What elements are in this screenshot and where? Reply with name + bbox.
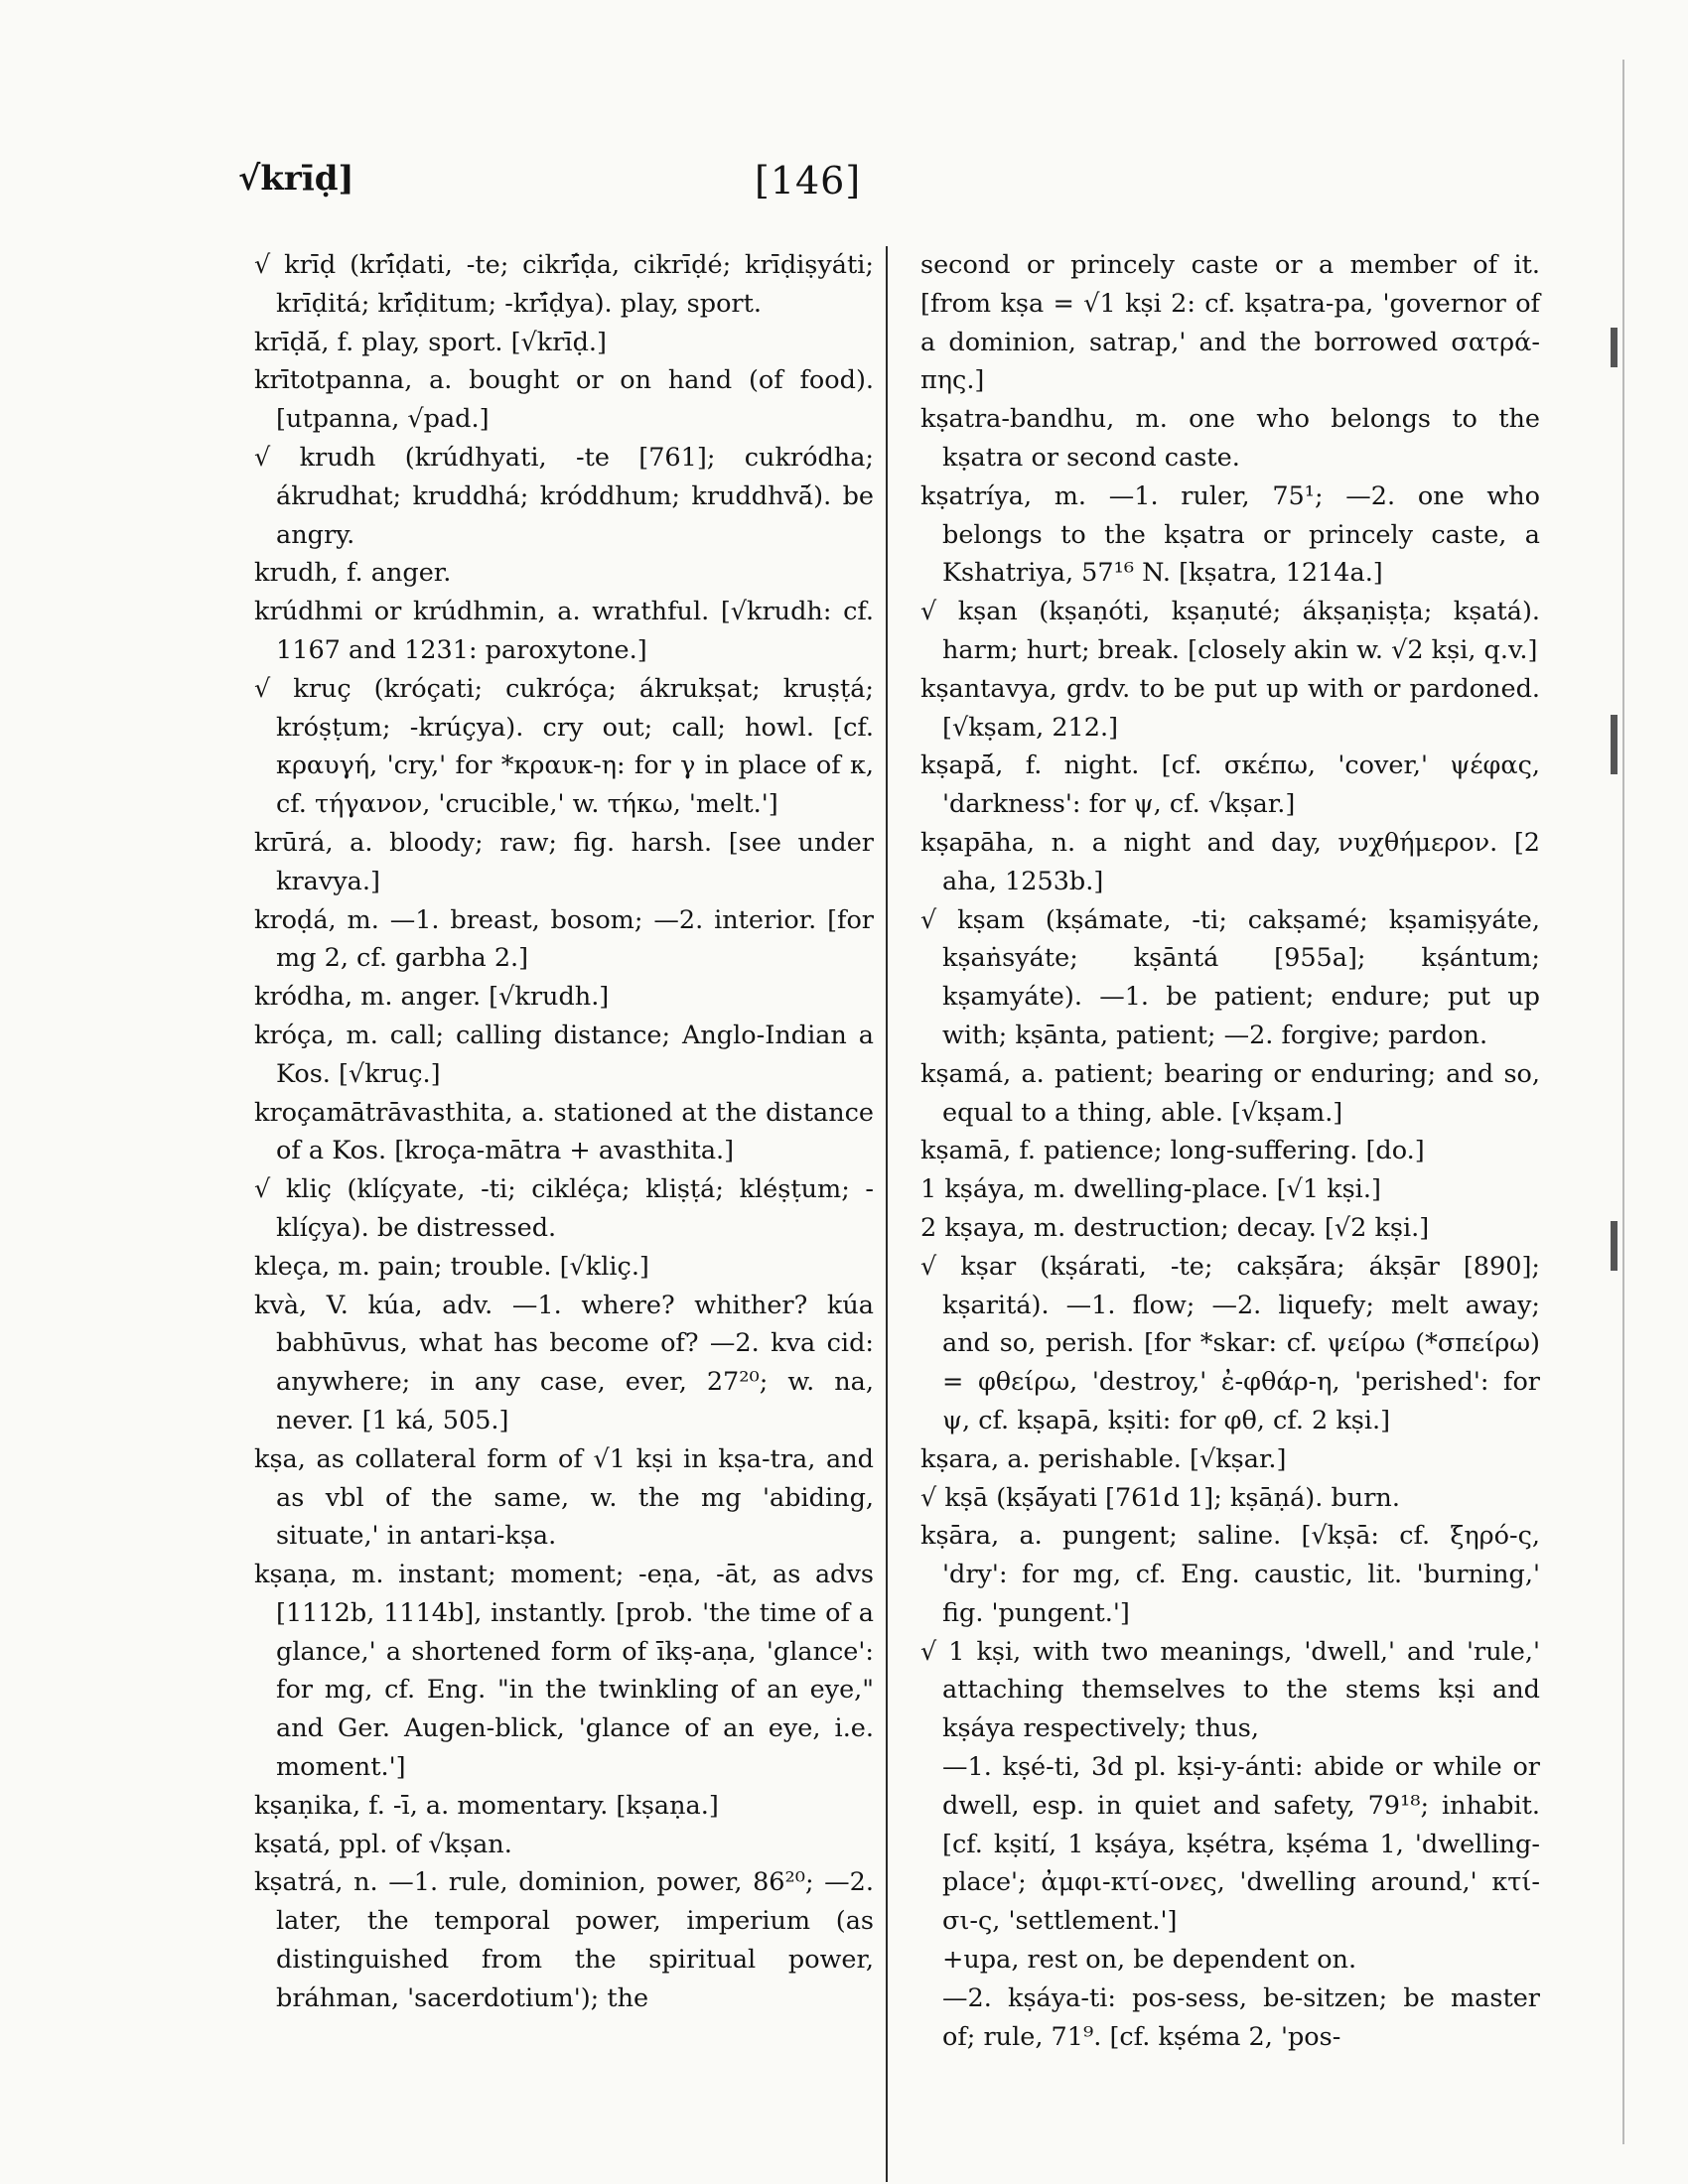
entry-krura: krūrá, a. bloody; raw; fig. harsh. [see under kravya.] (254, 827, 874, 896)
entry-ksi-1: √ 1 kṣi, with two meanings, 'dwell,' and 'rule,' attaching themselves to the stems kṣi and kṣáya respectively; thus, (920, 1636, 1540, 1744)
entry-krudhmi: krúdhmi or krúdhmin, a. wrathful. [√krudh: cf. 1167 and 1231: paroxytone.] (254, 597, 874, 665)
entry-ksi-1-sense-2: —2. kṣáya-ti: pos-sess, be-sitzen; be master of; rule, 71⁹. [cf. kṣéma 2, 'pos- (942, 1982, 1540, 2052)
entry-ksan: √ kṣan (kṣaṇóti, kṣaṇuté; ákṣaṇiṣṭa; kṣatá). harm; hurt; break. [closely akin w. √2 kṣi, q.v.] (920, 597, 1540, 665)
left-column (254, 246, 874, 2018)
page-edge-line (1622, 60, 1624, 2144)
entry-ksatra-continued: second or princely caste or a member of it. [from kṣa = √1 kṣi 2: cf. kṣatra-pa, 'governor of a dominion, satrap,' and the borrowed σατρά-πης.] (920, 250, 1540, 396)
column-divider (886, 246, 888, 2182)
entry-ksata: kṣatá, ppl. of √kṣan. (254, 1829, 512, 1859)
entry-ksaya-1: 1 kṣáya, m. dwelling-place. [√1 kṣi.] (920, 1174, 1381, 1205)
entry-ksama-noun: kṣamā, f. patience; long-suffering. [do.] (920, 1136, 1425, 1166)
entry-ksatriya: kṣatríya, m. —1. ruler, 75¹; —2. one who belongs to the kṣatra or princely caste, a Kshatriya, 57¹⁶ N. [kṣatra, 1214a.] (920, 480, 1540, 589)
running-head: √krīḍ] (238, 159, 354, 199)
page-edge-mark (1611, 328, 1618, 367)
entry-ksa-root: √ kṣā (kṣā́yati [761d 1]; kṣāṇá). burn. (920, 1482, 1400, 1513)
entry-ksapa: kṣapā́, f. night. [cf. σκέπω, 'cover,' ψέφας, 'darkness': for ψ, cf. √kṣar.] (920, 751, 1540, 820)
entry-ksara-pungent: kṣāra, a. pungent; saline. [√kṣā: cf. ξηρό-ς, 'dry': for mg, cf. Eng. caustic, lit. 'burning,' fig. 'pungent.'] (920, 1521, 1540, 1628)
right-column (920, 246, 1540, 2056)
entry-ksi-1-sense-1: —1. kṣé-ti, 3d pl. kṣi-y-ánti: abide or while or dwell, esp. in quiet and safety, 79¹⁸; inhabit. [cf. kṣití, 1 kṣáya, kṣétra, kṣéma 1, 'dwelling-place'; ἀμφι-κτί-ονες, 'dwelling around,' κτί-σι-ς, 'settlement.'] (942, 1752, 1540, 1937)
entry-ksar: √ kṣar (kṣárati, -te; cakṣā́ra; ákṣār [890]; kṣaritá). —1. flow; —2. liquefy; melt away; and so, perish. [for *skar: cf. ψείρω (*σπείρω) = φθείρω, 'destroy,' ἐ-φθάρ-η, 'perished': for ψ, cf. kṣapā, kṣiti: for φθ, cf. 2 kṣi.] (920, 1251, 1540, 1435)
entry-kroda: kroḍá, m. —1. breast, bosom; —2. interior. [for mg 2, cf. garbha 2.] (254, 904, 874, 974)
page-number: [146] (755, 159, 862, 203)
entry-krocamatravasthita: kroçamātrāvasthita, a. stationed at the distance of a Kos. [kroça-mātra + avasthita.] (254, 1097, 874, 1166)
page-edge-mark (1611, 715, 1618, 774)
entry-ksam: √ kṣam (kṣámate, -ti; cakṣamé; kṣamiṣyáte, kṣaṅsyáte; kṣāntá [955a]; kṣántum; kṣamyáte). —1. be patient; endure; put up with; kṣānta, patient; —2. forgive; pardon. (920, 904, 1540, 1050)
entry-ksatra: kṣatrá, n. —1. rule, dominion, power, 86²⁰; —2. later, the temporal power, imperium (as distinguished from the spiritual power, bráhman, 'sacerdotium'); the (254, 1867, 874, 2013)
entry-ksi-1-upa: +upa, rest on, be dependent on. (942, 1945, 1357, 1976)
entry-krid: √ krīḍ (krī́ḍati, -te; cikrī́ḍa, cikrīḍé; krīḍiṣyáti; krīḍitá; krī́ḍitum; -krī́ḍya). play, sport. (254, 250, 874, 319)
entry-kleca: kleça, m. pain; trouble. [√kliç.] (254, 1251, 649, 1282)
entry-kva: kvà, V. kúa, adv. —1. where? whither? kúa babhūvus, what has become of? —2. kva cid: anywhere; in any case, ever, 27²⁰; w. na, never. [1 ká, 505.] (254, 1290, 874, 1435)
entry-ksaya-2: 2 kṣaya, m. destruction; decay. [√2 kṣi.] (920, 1212, 1430, 1243)
entry-ksanika: kṣaṇika, f. -ī, a. momentary. [kṣaṇa.] (254, 1790, 719, 1821)
entry-krida: krīḍā́, f. play, sport. [√krīḍ.] (254, 327, 607, 357)
entry-kroca: króça, m. call; calling distance; Anglo-Indian a Kos. [√kruç.] (254, 1020, 874, 1089)
entry-ksara: kṣara, a. perishable. [√kṣar.] (920, 1443, 1287, 1474)
entry-kruc: √ kruç (króçati; cukróça; ákrukṣat; kruṣṭá; króṣṭum; -krúçya). cry out; call; howl. [cf. κραυγή, 'cry,' for *κραυκ-η: for γ in place of κ, cf. τήγανον, 'crucible,' w. τήκω, 'melt.'] (254, 673, 874, 820)
entry-ksana: kṣaṇa, m. instant; moment; -eṇa, -āt, as advs [1112b, 1114b], instantly. [prob. 'the time of a glance,' a shortened form of īkṣ-aṇa, 'glance': for mg, cf. Eng. "in the twinkling of an eye," and Ger. Augen-blick, 'glance of an eye, i.e. moment.'] (254, 1560, 874, 1783)
entry-ksantavya: kṣantavya, grdv. to be put up with or pardoned. [√kṣam, 212.] (920, 673, 1540, 743)
entry-krudh-root: √ krudh (krúdhyati, -te [761]; cukródha; ákrudhat; kruddhá; króddhum; kruddhvā́). be angry. (254, 442, 874, 550)
entry-ksama-adj: kṣamá, a. patient; bearing or enduring; and so, equal to a thing, able. [√kṣam.] (920, 1058, 1540, 1128)
entry-krudh: krudh, f. anger. (254, 558, 452, 589)
entry-kritotpanna: krītotpanna, a. bought or on hand (of food). [utpanna, √pad.] (254, 365, 874, 435)
entry-ksa: kṣa, as collateral form of √1 kṣi in kṣa-tra, and as vbl of the same, w. the mg 'abiding, situate,' in antari-kṣa. (254, 1443, 874, 1552)
entry-krodha: kródha, m. anger. [√krudh.] (254, 982, 610, 1013)
entry-ksapaha: kṣapāha, n. a night and day, νυχθήμερον. [2 aha, 1253b.] (920, 827, 1540, 896)
page-edge-mark (1611, 1221, 1618, 1271)
entry-ksatra-bandhu: kṣatra-bandhu, m. one who belongs to the kṣatra or second caste. (920, 404, 1540, 473)
entry-klic: √ kliç (klíçyate, -ti; cikléça; kliṣṭá; kléṣṭum; -klíçya). be distressed. (254, 1174, 874, 1243)
